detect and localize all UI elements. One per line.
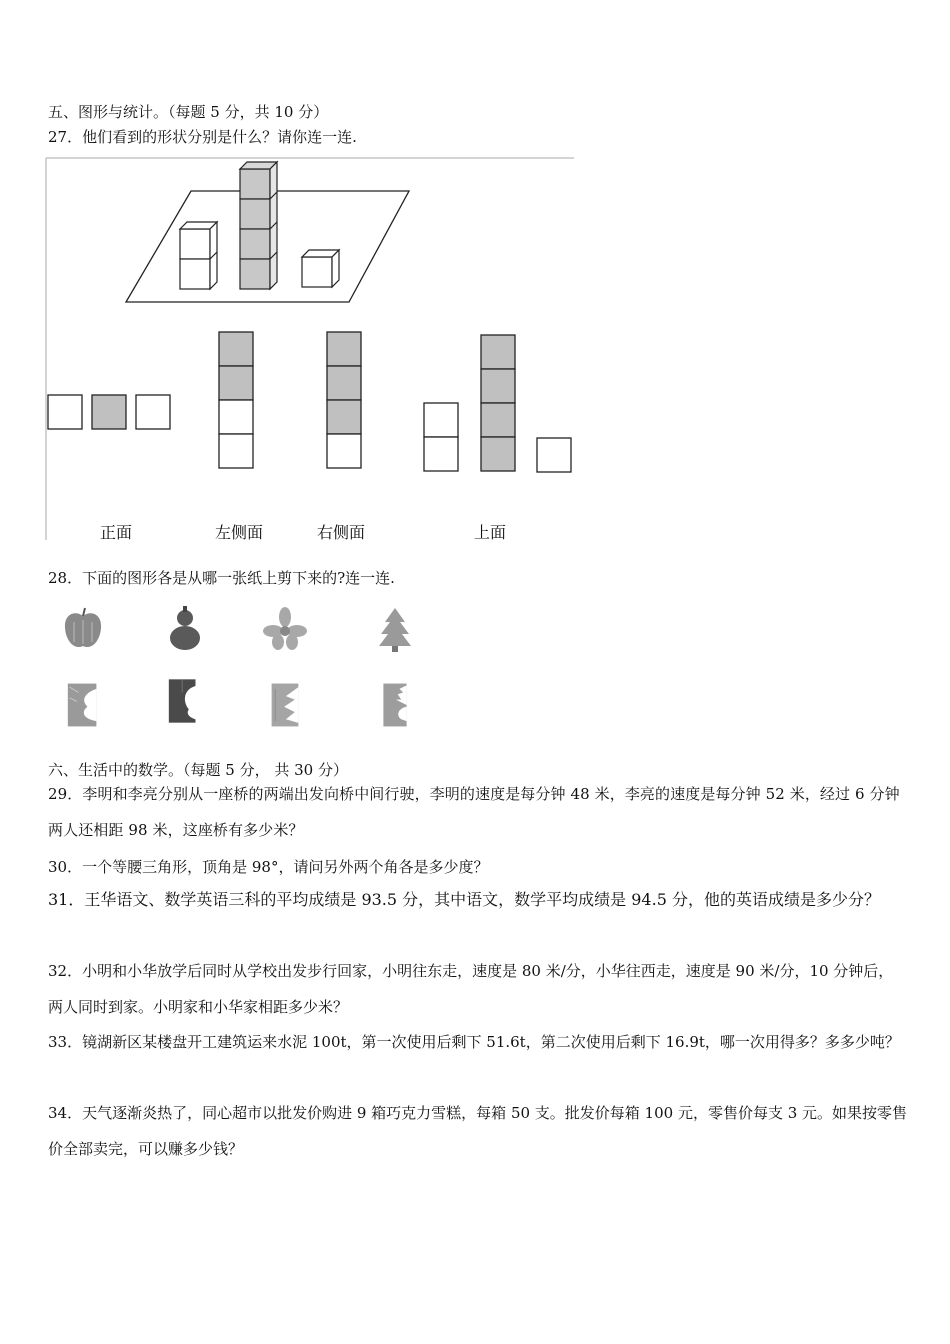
section-six-heading: 六、生活中的数学。（每题 5 分， 共 30 分） [48,761,348,779]
view-option-group [424,335,571,472]
question-29: 29．李明和李亮分别从一座桥的两端出发向桥中间行驶，李明的速度是每分钟 48 米，李亮的速度是每分钟 52 米，经过 6 分钟两人还相距 98 米，这座桥有多少米？ [48,785,900,839]
flower-cutout-icon [262,604,308,654]
view-option-column-a [219,332,253,468]
question-31: 31．王华语文、数学英语三科的平均成绩是 93.5 分，其中语文，数学平均成绩是 94.5 分，他的英语成绩是多少分？ [48,890,880,909]
question-33: 33．镜湖新区某楼盘开工建筑运来水泥 100t，第一次使用后剩下 51.6t，第二次使用后剩下 16.9t，哪一次用得多？多多少吨？ [48,1033,900,1051]
left-cube-stack [180,222,217,289]
question-28: 28．下面的图形各是从哪一张纸上剪下来的?连一连. [48,569,395,587]
view-option-row [48,395,170,429]
label-top: 上面 [474,523,507,542]
folded-paper-c-icon [262,680,308,730]
folded-paper-d-icon [372,680,418,730]
question-30: 30．一个等腰三角形，顶角是 98°，请问另外两个角各是多少度？ [48,858,489,876]
section-five-heading: 五、图形与统计。（每题 5 分，共 10 分） [48,103,329,121]
folded-paper-a-icon [60,680,106,730]
question-27: 27．他们看到的形状分别是什么？请你连一连. [48,128,357,146]
label-front: 正面 [100,523,133,542]
question-32: 32．小明和小华放学后同时从学校出发步行回家，小明往东走，速度是 80 米/分，小华往西走，速度是 90 米/分，10 分钟后，两人同时到家。小明家和小华家相距多少米？ [48,962,894,1016]
folded-paper-b-icon [160,676,206,726]
view-option-column-b [327,332,361,468]
question-34: 34．天气逐渐炎热了，同心超市以批发价购进 9 箱巧克力雪糕，每箱 50 支。批发价每箱 100 元，零售价每支 3 元。如果按零售价全部卖完，可以赚多少钱？ [48,1104,908,1158]
right-single-cube [302,250,339,287]
label-left-side: 左侧面 [215,523,264,542]
apple-cutout-icon [60,604,106,654]
label-right-side: 右侧面 [317,523,366,542]
gourd-cutout-icon [162,604,208,654]
tree-cutout-icon [372,604,418,654]
cube-views-figure [44,155,576,545]
middle-cube-stack [240,162,277,289]
